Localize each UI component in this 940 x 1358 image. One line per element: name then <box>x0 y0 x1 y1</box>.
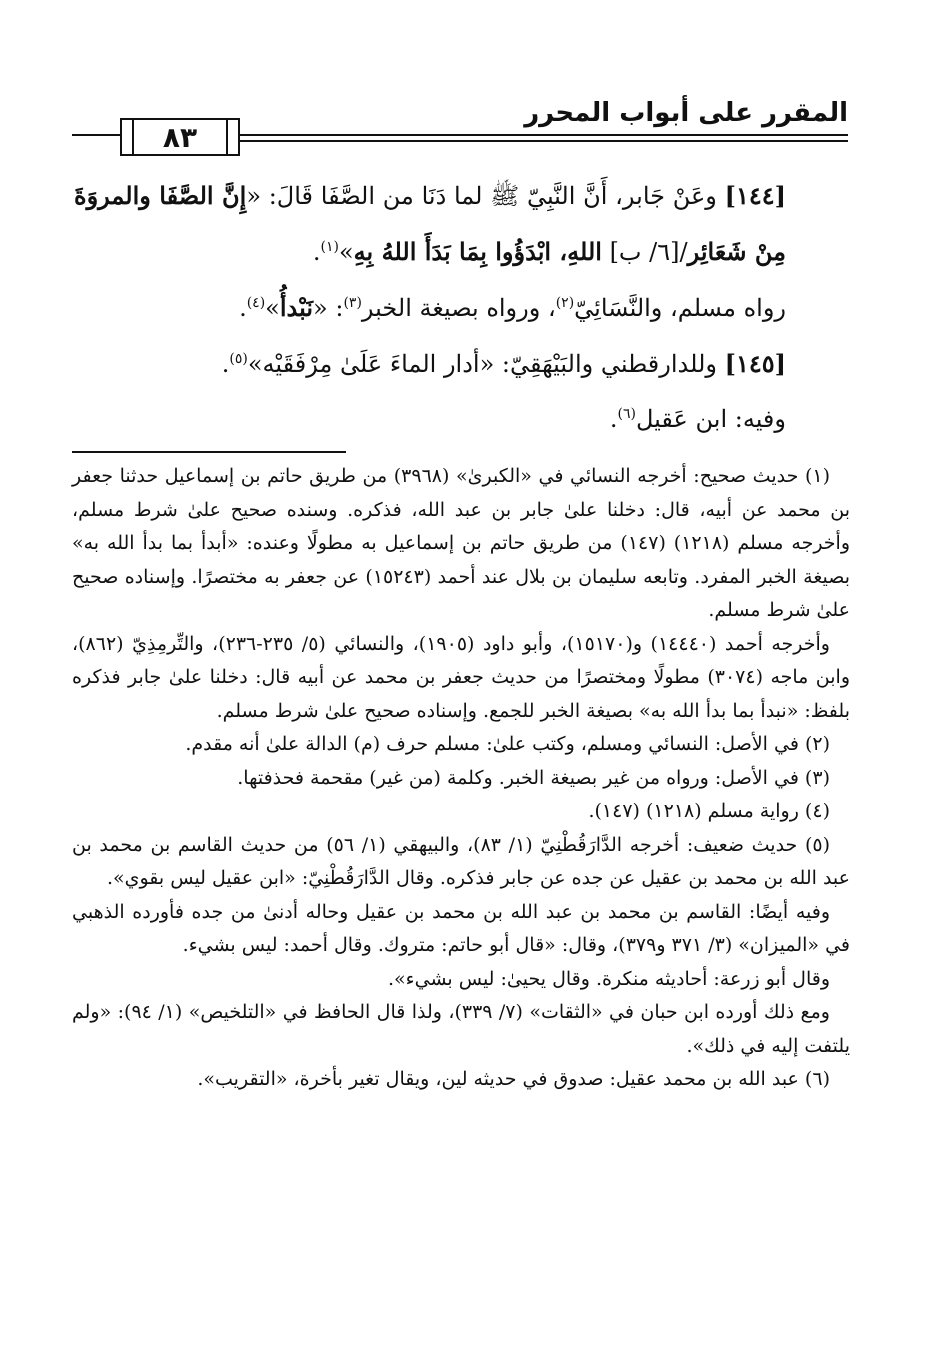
narration-text: : « <box>313 294 344 322</box>
footnote-ref: (٥) <box>229 351 248 367</box>
header-rule-left <box>72 134 120 136</box>
footnote-ref: (٦) <box>617 406 636 422</box>
hadith-number: [١٤٤] <box>724 181 786 210</box>
footnote-5-cont: وفيه أيضًا: القاسم بن محمد بن عبد الله بن محمد بن عقيل وحاله أدنىٰ من جده فأورده الذهبي في «الميزان» (٣/ ٣٧١ و٣٧٩)، وقال: «قال أبو حاتم: متروك. وقال أحمد: ليس بشيء. <box>72 900 850 956</box>
manuscript-ref: /[٦/ ب] <box>601 238 688 266</box>
footnote-ref: (٣) <box>343 295 362 311</box>
full-stop: . <box>312 238 321 266</box>
full-stop: . <box>221 350 230 378</box>
full-stop: . <box>609 405 618 433</box>
footnote-separator <box>72 451 346 453</box>
main-text <box>74 168 848 447</box>
footnote-5: (٥) حديث ضعيف: أخرجه الدَّارَقُطْنِيّ (١/ ٨٣)، والبيهقي (١/ ٥٦) من حديث القاسم بن محمد بن عبد الله بن محمد بن عقيل عن جده عن جابر فذكره. وقال الدَّارَقُطْنِيّ: «ابن عقيل ليس بقوي». <box>72 833 850 889</box>
header-rule-secondary <box>164 140 848 142</box>
footnote-2: (٢) في الأصل: النسائي ومسلم، وكتب علىٰ: مسلم حرف (م) الدالة علىٰ أنه مقدم. <box>185 733 830 755</box>
footnote-5-cont2: وقال أبو زرعة: أحاديثه منكرة. وقال يحيىٰ: ليس بشيء». <box>388 967 830 990</box>
page-number-box <box>120 118 240 156</box>
narration-text: رواه مسلم، والنَّسَائِيّ <box>574 294 786 322</box>
page-number: ٨٣ <box>132 120 228 154</box>
hadith-144 <box>74 168 848 280</box>
hadith-number: [١٤٥] <box>724 349 786 378</box>
footnote-3: (٣) في الأصل: ورواه من غير بصيغة الخبر. وكلمة (من غير) مقحمة فحذفتها. <box>237 766 830 789</box>
page-header <box>72 88 848 158</box>
hadith-text: وللدارقطني والبَيْهَقِيّ: «أدار الماءَ عَلَىٰ مِرْفَقَيْه» <box>247 350 725 378</box>
footnote-5-cont3: ومع ذلك أورده ابن حبان في «الثقات» (٧/ ٣٣٩)، ولذا قال الحافظ في «التلخيص» (١/ ٩٤): «ولم يلتفت إليه في ذلك». <box>72 1001 850 1057</box>
quote-close: » <box>338 238 354 266</box>
narration-note <box>74 280 848 336</box>
hadith-quote-cont: اللهِ، ابْدَؤُوا بِمَا بَدَأَ اللهُ بِهِ <box>353 237 602 266</box>
hadith-text: وعَنْ جَابر، أَنَّ النَّبِيّ ﷺ لما دَنَا من الصَّفَا قَالَ: « <box>246 182 725 210</box>
footnote-ref: (١) <box>320 239 339 255</box>
footnote-1-cont: وأخرجه أحمد (١٤٤٤٠) و(١٥١٧٠)، وأبو داود (١٩٠٥)، والنسائي (٥/ ٢٣٥-٢٣٦)، والتِّرمِذِيّ (٨٦٢)، وابن ماجه (٣٠٧٤) مطولًا ومختصرًا من حديث جعفر بن محمد عن أبيه قال: دخلنا علىٰ جابر فذكره بلفظ: «نبدأ بما بدأ الله به» بصيغة الخبر للجمع. وإسناده صحيح علىٰ شرط مسلم. <box>72 632 850 722</box>
footnotes <box>72 460 850 1097</box>
narrator-text: وفيه: ابن عَقيل <box>635 405 786 433</box>
narration-word: نَبْدأُ <box>279 293 314 322</box>
quote-close: » <box>265 294 280 322</box>
narration-text: ، ورواه بصيغة الخبر <box>361 294 556 322</box>
running-title: المقرر على أبواب المحرر <box>524 98 848 128</box>
footnote-6: (٦) عبد الله بن محمد عقيل: صدوق في حديثه لين، ويقال تغير بأخرة، «التقريب». <box>197 1068 830 1090</box>
footnote-1: (١) حديث صحيح: أخرجه النسائي في «الكبرىٰ» (٣٩٦٨) من طريق حاتم بن إسماعيل حدثنا جعفر بن محمد عن أبيه، قال: دخلنا علىٰ جابر بن عبد الله، فذكره. وسنده صحيح علىٰ شرط مسلم، وأخرجه مسلم (١٢١٨) (١٤٧) من طريق حاتم بن إسماعيل به مطولًا وعنده: «أبدأ بما بدأ الله به» بصيغة الخبر المفرد. وتابعه سليمان بن بلال عند أحمد (١٥٢٤٣) عن جعفر به مختصرًا. وإسناده صحيح علىٰ شرط مسلم. <box>72 465 850 621</box>
footnote-4: (٤) رواية مسلم (١٢١٨) (١٤٧). <box>588 800 830 822</box>
narrator-note <box>74 392 848 447</box>
footnote-ref: (٢) <box>555 295 575 311</box>
hadith-145 <box>74 336 848 392</box>
full-stop: . <box>239 294 247 322</box>
hadith-quote: إِنَّ الصَّفَا والمروَةَ مِنْ شَعَائِر <box>74 181 786 266</box>
footnote-ref: (٤) <box>246 295 266 311</box>
